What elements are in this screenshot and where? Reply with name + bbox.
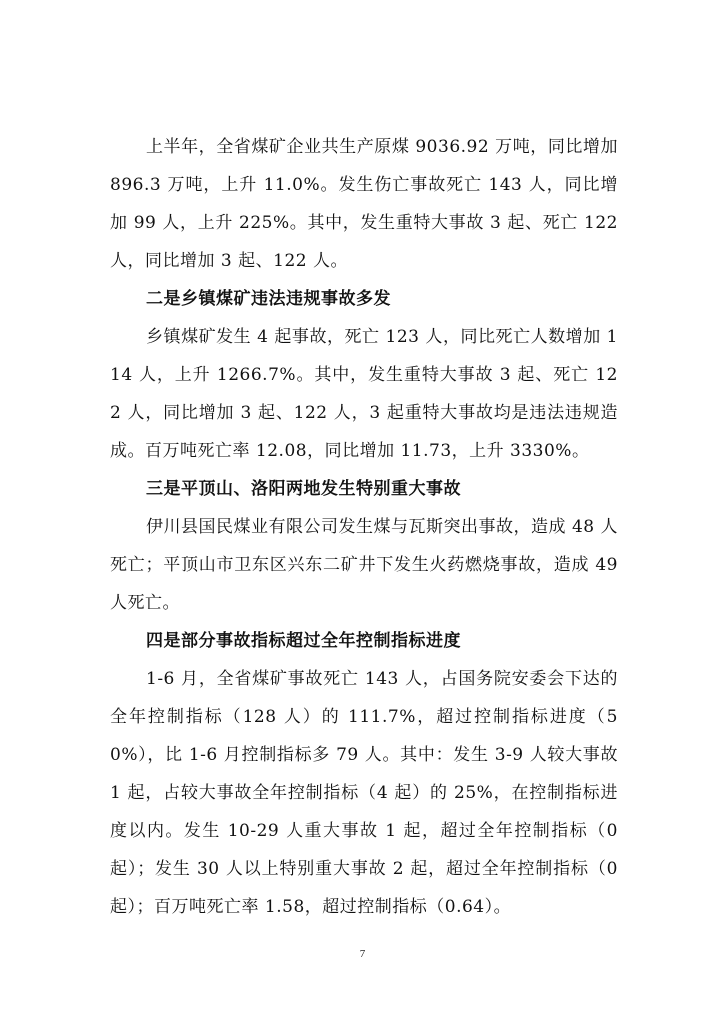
paragraph-coal-production-summary: 上半年，全省煤矿企业共生产原煤 9036.92 万吨，同比增加 896.3 万吨，上升 11.0%。发生伤亡事故死亡 143 人，同比增加 99 人，上升 225%。其中，发生重特大事故 3 起、死亡 122 人，同比增加 3 起、122 人。 bbox=[110, 137, 618, 271]
section-heading-township-mines: 二是乡镇煤矿违法违规事故多发 bbox=[146, 289, 391, 309]
paragraph-township-mines: 乡镇煤矿发生 4 起事故，死亡 123 人，同比死亡人数增加 114 人，上升 1266.7%。其中，发生重特大事故 3 起、死亡 122 人，同比增加 3 起、122 人，3 起重特大事故均是违法违规造成。百万吨死亡率 12.08，同比增加 11.73，上升 3330%。 bbox=[110, 327, 618, 461]
paragraph-control-indicators: 1-6 月，全省煤矿事故死亡 143 人，占国务院安委会下达的全年控制指标（128 人）的 111.7%，超过控制指标进度（50%），比 1-6 月控制指标多 79 人。其中：发生 3-9 人较大事故 1 起，占较大事故全年控制指标（4 起）的 25%，在控制指标进度以内。发生 10-29 人重大事故 1 起，超过全年控制指标（0 起）；发生 30 人以上特别重大事故 2 起，超过全年控制指标（0 起）；百万吨死亡率 1.58，超过控制指标（0.64）。 bbox=[110, 669, 618, 917]
document-body bbox=[110, 128, 618, 926]
section-heading-control-indicators: 四是部分事故指标超过全年控制指标进度 bbox=[146, 631, 461, 651]
paragraph-pingdingshan-luoyang: 伊川县国民煤业有限公司发生煤与瓦斯突出事故，造成 48 人死亡；平顶山市卫东区兴东二矿井下发生火药燃烧事故，造成 49 人死亡。 bbox=[110, 517, 618, 613]
section-heading-pingdingshan-luoyang: 三是平顶山、洛阳两地发生特别重大事故 bbox=[146, 479, 461, 499]
page-number: 7 bbox=[359, 948, 366, 960]
